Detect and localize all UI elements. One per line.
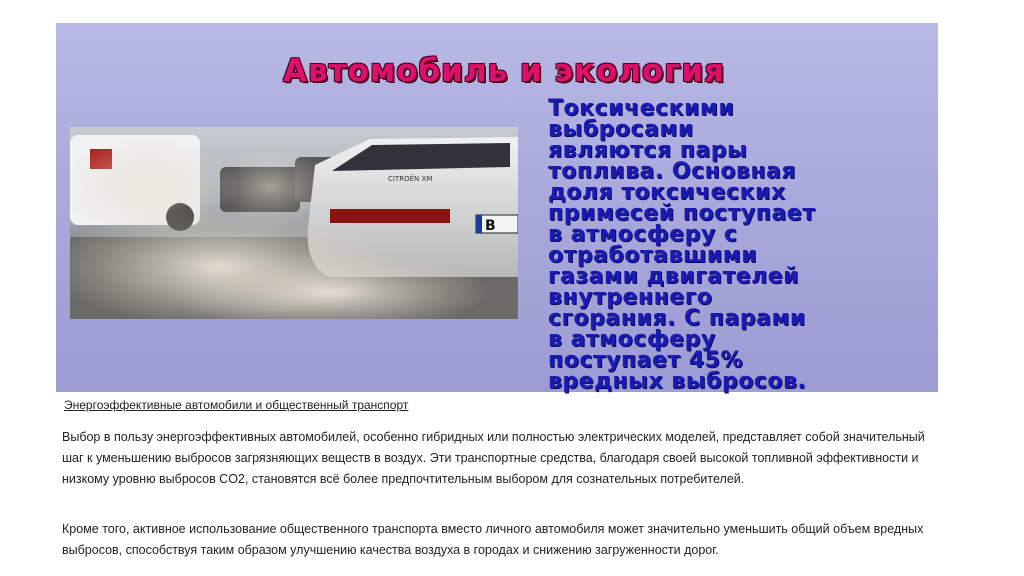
license-plate-text: B [485,218,496,234]
section-caption: Энергоэффективные автомобили и общественный транспорт [64,398,409,412]
car-brand-text: CITROËN XM [388,175,433,183]
slide-body-text: Токсическими выбросами являются пары топлива. Основная доля токсических примесей поступает в атмосферу с отработавшими газами двигателей внутреннего сгорания. С парами в атмосферу поступает 45% вредных выбросов. [548,96,816,394]
car-exhaust-illustration [70,127,518,319]
car-exhaust-photo [70,127,518,319]
paragraph-efficient-cars: Выбор в пользу энергоэффективных автомобилей, особенно гибридных или полностью электрических моделей, представляет собой значительный шаг к уменьшению выбросов загрязняющих веществ в воздух. Эти транспортные средства, благодаря своей высокой топливной эффективности и низкому уровню выбросов CO2, становятся всё более предпочтительным выбором для сознательных потребителей. [62,430,925,486]
slide-panel [56,23,938,392]
slide-title: Автомобиль и экология [282,53,726,89]
paragraph-public-transport: Кроме того, активное использование общественного транспорта вместо личного автомобиля может значительно уменьшить общий объем вредных выбросов, способствуя таким образом улучшению качества воздуха в городах и снижению загруженности дорог. [62,522,924,557]
